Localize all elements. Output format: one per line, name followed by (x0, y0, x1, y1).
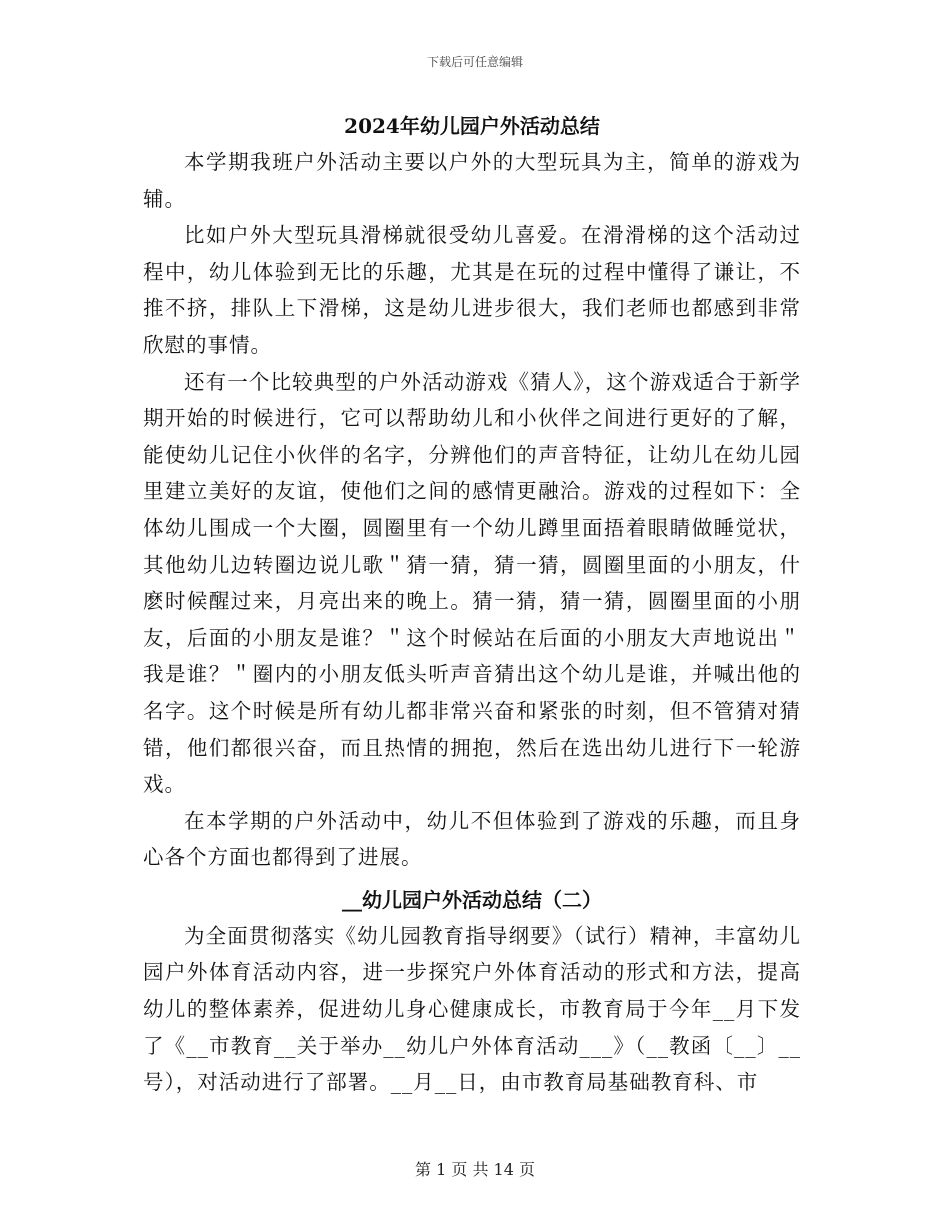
page-header-note: 下载后可任意编辑 (426, 55, 523, 69)
paragraph: 还有一个比较典型的户外活动游戏《猜人》，这个游戏适合于新学期开始的时候进行，它可以帮助幼儿和小伙伴之间进行更好的了解，能使幼儿记住小伙伴的名字，分辨他们的声音特征，让幼儿在幼儿园里建立美好的友谊，使他们之间的感情更融洽。游戏的过程如下：全体幼儿围成一个大圈，圆圈里有一个幼儿蹲里面捂着眼睛做睡觉状，其他幼儿边转圈边说儿歌＂猜一猜，猜一猜，圆圈里面的小朋友，什麽时候醒过来，月亮出来的晚上。猜一猜，猜一猜，圆圈里面的小朋友，后面的小朋友是谁？＂这个时候站在后面的小朋友大声地说出＂我是谁？＂圈内的小朋友低头听声音猜出这个幼儿是谁，并喊出他的名字。这个时候是所有幼儿都非常兴奋和紧张的时刻，但不管猜对猜错，他们都很兴奋，而且热情的拥抱，然后在选出幼儿进行下一轮游戏。 (143, 369, 801, 797)
document-title: 2024年幼儿园户外活动总结 (344, 114, 600, 138)
paragraph: 为全面贯彻落实《幼儿园教育指导纲要》（试行）精神，丰富幼儿园户外体育活动内容，进一步探究户外体育活动的形式和方法，提高幼儿的整体素养，促进幼儿身心健康成长，市教育局于今年__月下发了《__市教育__关于举办__幼儿户外体育活动___》（__教函〔__〕__号），对活动进行了部署。__月__日，由市教育局基础教育科、市 (143, 923, 801, 1095)
document-body (143, 108, 801, 1101)
paragraph: 在本学期的户外活动中，幼儿不但体验到了游戏的乐趣，而且身心各个方面也都得到了进展。 (143, 808, 801, 870)
paragraph: 本学期我班户外活动主要以户外的大型玩具为主，简单的游戏为辅。 (143, 150, 801, 211)
page-number: 第 1 页 共 14 页 (415, 1160, 535, 1179)
section-title: __幼儿园户外活动总结（二） (342, 887, 602, 912)
paragraph: 比如户外大型玩具滑梯就很受幼儿喜爱。在滑滑梯的这个活动过程中，幼儿体验到无比的乐趣，尤其是在玩的过程中懂得了谦让，不推不挤，排队上下滑梯，这是幼儿进步很大，我们老师也都感到非常欣慰的事情。 (143, 223, 801, 357)
